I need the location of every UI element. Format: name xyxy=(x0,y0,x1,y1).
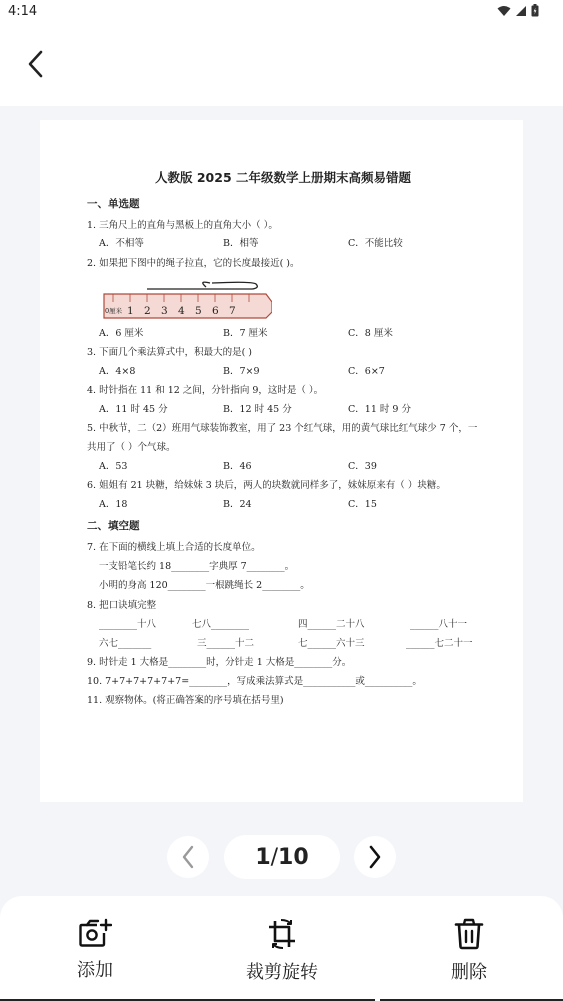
q2-option-b: B．7 厘米 xyxy=(223,328,268,339)
ruler-label: 7 xyxy=(229,305,236,317)
q8-blank: 三______十二 xyxy=(197,638,255,649)
ruler-label: 6 xyxy=(212,305,219,317)
q4-option-c: C．11 时 9 分 xyxy=(348,404,411,415)
q8-blank: ________十八 xyxy=(99,619,157,630)
chevron-left-icon xyxy=(26,50,46,78)
ruler-label: 1 xyxy=(127,305,134,317)
battery-icon xyxy=(531,4,539,17)
q5-option-a: A．53 xyxy=(99,461,128,472)
page-separator: / xyxy=(270,844,279,870)
q2-option-a: A．6 厘米 xyxy=(99,328,144,339)
status-time: 4:14 xyxy=(8,4,38,19)
delete-button-label: 删除 xyxy=(451,962,487,983)
ruler-label: 3 xyxy=(161,305,168,317)
total-pages: 10 xyxy=(278,844,309,870)
back-button[interactable] xyxy=(18,46,54,82)
signal-icon xyxy=(515,5,527,17)
top-bar xyxy=(0,24,563,106)
ruler-label: 4 xyxy=(178,305,185,317)
q8-blank: 四______二十八 xyxy=(298,619,365,630)
crop-rotate-button[interactable] xyxy=(237,918,327,984)
question-3: 3. 下面几个乘法算式中，积最大的是( ) xyxy=(87,347,253,358)
q8-blank: 七八________ xyxy=(192,619,250,630)
q4-option-a: A．11 时 45 分 xyxy=(99,404,168,415)
section-heading-fill: 二、填空题 xyxy=(87,520,140,532)
q6-option-c: C．15 xyxy=(348,499,377,510)
question-5-cont: 共用了（ ）个气球。 xyxy=(87,442,176,453)
wifi-icon xyxy=(497,5,511,17)
next-page-button[interactable] xyxy=(354,836,396,878)
q4-option-b: B．12 时 45 分 xyxy=(223,404,292,415)
question-8: 8. 把口诀填完整 xyxy=(87,600,157,611)
previous-page-button[interactable] xyxy=(167,836,209,878)
page-indicator xyxy=(224,835,340,879)
delete-button[interactable] xyxy=(442,918,496,984)
current-page: 1 xyxy=(255,844,271,870)
q3-option-a: A．4×8 xyxy=(99,366,136,377)
q6-option-a: A．18 xyxy=(99,499,128,510)
status-bar xyxy=(0,0,563,24)
q5-option-b: B．46 xyxy=(223,461,252,472)
q1-option-b: B．相等 xyxy=(223,238,259,249)
q8-blank: 六七_______ xyxy=(99,638,152,649)
q8-blank: 七______六十三 xyxy=(298,638,365,649)
ruler-label: 0厘米 xyxy=(105,307,123,315)
crop-rotate-icon xyxy=(266,918,298,950)
add-button[interactable] xyxy=(70,918,120,982)
ruler-label: 5 xyxy=(195,305,202,317)
bottom-toolbar xyxy=(0,896,563,1001)
q8-blank: ______八十一 xyxy=(410,619,468,630)
question-9: 9. 时针走 1 大格是________时，分针走 1 大格是________分。 xyxy=(87,657,352,668)
crop-rotate-label: 裁剪旋转 xyxy=(246,962,318,983)
chevron-left-icon xyxy=(181,845,195,869)
question-4: 4. 时针指在 11 和 12 之间，分针指向 9，这时是（ ）。 xyxy=(87,385,324,396)
question-11: 11. 观察物体。(将正确答案的序号填在括号里) xyxy=(87,695,284,706)
q2-option-c: C．8 厘米 xyxy=(348,328,393,339)
question-5: 5. 中秋节，二（2）班用气球装饰教室，用了 23 个红气球，用的黄气球比红气球少 7 个，一 xyxy=(87,423,478,434)
section-heading-choice: 一、单选题 xyxy=(87,198,140,210)
q3-option-b: B．7×9 xyxy=(223,366,260,377)
question-7: 7. 在下面的横线上填上合适的长度单位。 xyxy=(87,542,261,553)
question-7-a: 一支铅笔长约 18________字典厚 7________。 xyxy=(99,561,295,572)
q6-option-b: B．24 xyxy=(223,499,252,510)
document-page xyxy=(40,120,523,802)
add-photo-icon xyxy=(78,918,112,948)
question-7-b: 小明的身高 120________一根跳绳长 2________。 xyxy=(99,580,310,591)
ruler-label: 2 xyxy=(144,305,151,317)
status-icons xyxy=(497,4,539,17)
page-navigator xyxy=(0,834,563,880)
question-1: 1. 三角尺上的直角与黑板上的直角大小（ ）。 xyxy=(87,220,278,231)
ruler-figure xyxy=(102,278,272,324)
q8-blank: ______七二十一 xyxy=(406,638,473,649)
question-10: 10. 7+7+7+7+7+7=________，写成乘法算式是___________或__________。 xyxy=(87,676,422,687)
q1-option-a: A．不相等 xyxy=(99,238,144,249)
q3-option-c: C．6×7 xyxy=(348,366,385,377)
question-6: 6. 姐姐有 21 块糖，给妹妹 3 块后，两人的块数就同样多了，妹妹原来有（ ）块糖。 xyxy=(87,480,446,491)
q1-option-c: C．不能比较 xyxy=(348,238,403,249)
chevron-right-icon xyxy=(368,845,382,869)
doc-title: 人教版 2025 二年级数学上册期末高频易错题 xyxy=(155,170,411,185)
add-button-label: 添加 xyxy=(77,960,113,981)
q5-option-c: C．39 xyxy=(348,461,377,472)
trash-icon xyxy=(454,918,484,950)
question-2: 2. 如果把下图中的绳子拉直，它的长度最接近( )。 xyxy=(87,258,300,269)
